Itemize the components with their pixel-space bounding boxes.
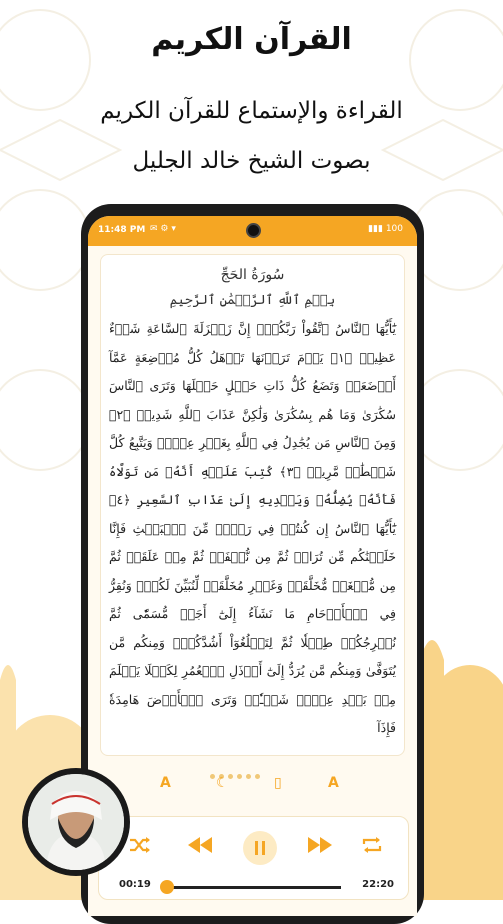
- camera-icon: [246, 223, 261, 238]
- elapsed-time: 00:19: [119, 879, 151, 890]
- basmala: بِسۡمِ ٱللَّهِ ٱلرَّحۡمَٰنِ ٱلرَّحِيمِ: [169, 293, 336, 308]
- app-screen: [88, 216, 417, 916]
- shuffle-icon[interactable]: [129, 835, 151, 855]
- progress-track[interactable]: [165, 886, 341, 889]
- status-time: 11:48 PM: [98, 225, 146, 235]
- repeat-icon[interactable]: [361, 835, 383, 855]
- font-increase-icon[interactable]: A: [160, 775, 171, 791]
- fast-forward-icon[interactable]: [307, 835, 333, 855]
- quran-page[interactable]: [100, 254, 405, 756]
- promo-subtitle-line2: بصوت الشيخ خالد الجليل: [132, 148, 371, 174]
- promo-title: القرآن الكريم: [151, 22, 352, 57]
- reader-toolbar: [88, 771, 417, 801]
- promo-subtitle-line1: القراءة والإستماع للقرآن الكريم: [100, 98, 403, 124]
- status-bar: [88, 216, 417, 246]
- progress-knob[interactable]: [160, 880, 174, 894]
- battery-icon: ▮▮▮ 100: [368, 224, 403, 234]
- surah-title: سُورَةُ الحَجِّ: [220, 267, 285, 283]
- status-notification-icons: ✉ ⚙ ▾: [150, 224, 176, 234]
- bookmark-icon[interactable]: ▯: [274, 775, 282, 791]
- reciter-portrait: [28, 774, 124, 870]
- reciter-avatar: [22, 768, 130, 876]
- promo-subtitle: [20, 86, 483, 186]
- night-mode-icon[interactable]: ☾: [216, 775, 229, 791]
- audio-player: [98, 816, 409, 900]
- verses-text: يَٰٓأَيُّهَا ٱلنَّاسُ ٱتَّقُواْ رَبَّكُمۡۚ إِنَّ زَلۡزَلَةَ ٱلسَّاعَةِ شَيۡءٌ عَظِيمٞ ﴿١﴾ يَوۡمَ تَرَوۡنَهَا تَذۡهَلُ كُلُّ مُرۡضِعَةٍ عَمَّآ أَرۡضَعَتۡ وَتَضَعُ كُلُّ ذَاتِ حَمۡلٍ حَمۡلَهَا وَتَرَى ٱلنَّاسَ سُكَٰرَىٰ وَمَا هُم بِسُكَٰرَىٰ وَلَٰكِنَّ عَذَابَ ٱللَّهِ شَدِيدٞ ﴿٢﴾ وَمِنَ ٱلنَّاسِ مَن يُجَٰدِلُ فِي ٱللَّهِ بِغَيۡرِ عِلۡمٖ وَيَتَّبِعُ كُلَّ شَيۡطَٰنٖ مَّرِيدٖ ﴿٣﴾ كُتِبَ عَلَيۡهِ أَنَّهُۥ مَن تَوَلَّاهُ فَأَنَّهُۥ يُضِلُّهُۥ وَيَهۡدِيهِ إِلَىٰ عَذَابِ ٱلسَّعِيرِ ﴿٤﴾ يَٰٓأَيُّهَا ٱلنَّاسُ إِن كُنتُمۡ فِي رَيۡبٖ مِّنَ ٱلۡبَعۡثِ فَإِنَّا خَلَقۡنَٰكُم مِّن تُرَابٖ ثُمَّ مِن نُّطۡفَةٖ ثُمَّ مِنۡ عَلَقَةٖ ثُمَّ مِن مُّضۡغَةٖ مُّخَلَّقَةٖ وَغَيۡرِ مُخَلَّقَةٖ لِّنُبَيِّنَ لَكُمۡۚ وَنُقِرُّ فِي ٱلۡأَرۡحَامِ مَا نَشَآءُ إِلَىٰٓ أَجَلٖ مُّسَمّٗى ثُمَّ نُخۡرِجُكُمۡ طِفۡلٗا ثُمَّ لِتَبۡلُغُوٓاْ أَشُدَّكُمۡۖ وَمِنكُم مَّن يُتَوَفَّىٰ وَمِنكُم مَّن يُرَدُّ إِلَىٰٓ أَرۡذَلِ ٱلۡعُمُرِ لِكَيۡلَا يَعۡلَمَ مِنۢ بَعۡدِ عِلۡمٖ شَيۡـٔٗاۚ وَتَرَى ٱلۡأَرۡضَ هَامِدَةٗ فَإِذَآ: [109, 321, 396, 735]
- pause-icon: [253, 840, 267, 856]
- font-decrease-icon[interactable]: A: [328, 775, 339, 791]
- total-time: 22:20: [362, 879, 394, 890]
- rewind-icon[interactable]: [187, 835, 213, 855]
- pause-button[interactable]: [243, 831, 277, 865]
